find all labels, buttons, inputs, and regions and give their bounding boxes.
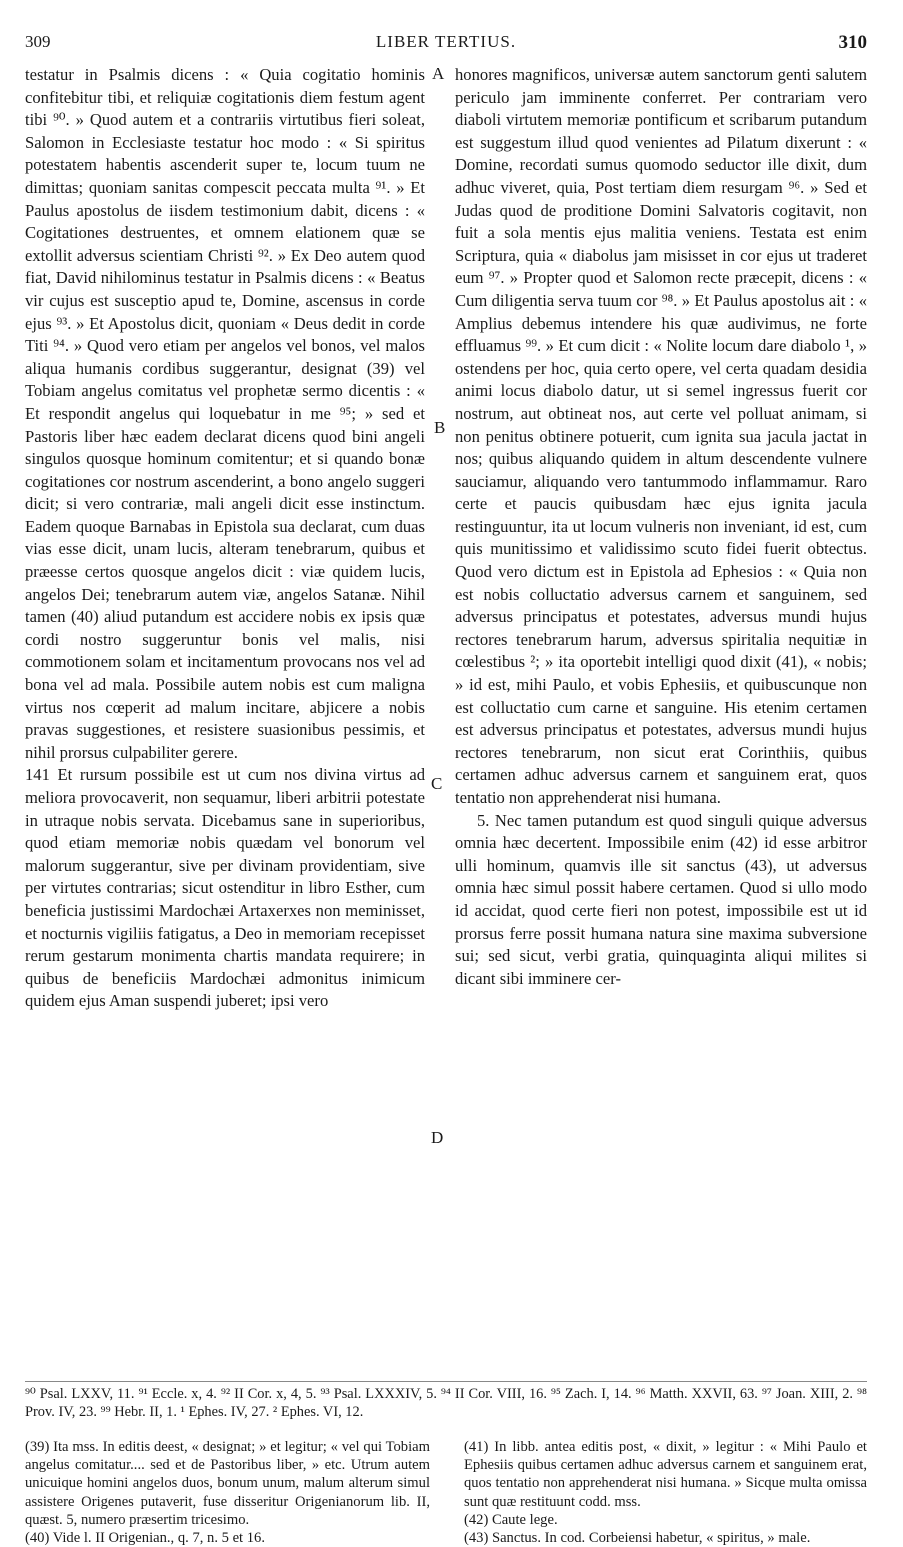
margin-marker-b: B bbox=[434, 418, 446, 437]
scripture-references bbox=[25, 1386, 867, 1422]
right-page-number: 310 bbox=[838, 32, 867, 53]
editor-notes-right bbox=[464, 1438, 867, 1547]
note-41: (41) In libb. antea editis post, « dixit, » legitur : « Mihi Paulo et Ephesiis quibus certamen adhuc adversus carnem et sanguinem erat, quos tentatio non apprehenderat nisi humana. » Sicque multa omissa sunt quæ restituunt codd. mss. bbox=[464, 1439, 867, 1510]
note-40: (40) Vide l. II Origenian., q. 7, n. 5 et 16. bbox=[25, 1530, 266, 1547]
running-header bbox=[25, 32, 867, 58]
note-43: (43) Sanctus. In cod. Corbeiensi habetur, « spiritus, » male. bbox=[464, 1530, 811, 1547]
note-42: (42) Caute lege. bbox=[464, 1511, 558, 1528]
running-title: LIBER TERTIUS. bbox=[375, 32, 517, 51]
note-39: (39) Ita mss. In editis deest, « designat; » et legitur; « vel qui Tobiam angelus comitatur.... sed et de Pastoribus liber, » etc. Utrum autem unicuique homini angelos duos, bonum unum, malum alterum simul assistere Origenes putaverit, fuse disseritur Origenianorum lib. II, quæst. 5, numero præsertim tricesimo. bbox=[25, 1439, 430, 1528]
left-text-column bbox=[25, 64, 425, 1013]
left-paragraph-2: 141 Et rursum possibile est ut cum nos divina virtus ad meliora provocaverit, non sequamur, liberi arbitrii potestate in utraque nobis servata. Dicebamus sane in superioribus, quod etiam memoriæ nobis quædam vel bonorum vel malorum suggerantur, sive per divinam providentiam, sive per virtutes contrarias; sicut ostenditur in libro Esther, cum beneficia justissimi Mardochæi Artaxerxes non meminisset, et nocturnis vigiliis fatigatus, a Deo in memoriam recepisset rerum gestarum monimenta chartis mandata requirere; in quibus de beneficiis Mardochæi admonitus inimicum quidem ejus Aman suspendi juberet; ipsi vero bbox=[25, 765, 425, 1011]
editor-notes-left bbox=[25, 1438, 430, 1547]
right-paragraph-1: honores magnificos, universæ autem sanctorum genti salutem periculo jam imminente conferret. Per contrariam vero diaboli virtutem memoriæ pontificum et scribarum putandum est suggestum illud quod venientes ad Pilatum dixerunt : « Domine, recordati sumus quomodo seductor ille dixit, dum adhuc viveret, quia, Post tertiam diem resurgam ⁹⁶. » Sed et Judas quod de proditione Domini Salvatoris cogitavit, non fuit a sola mentis ejus malitia veniens. Testata est enim Scriptura, quia « diabolus jam misisset in cor ejus ut traderet eum ⁹⁷. » Propter quod et Salomon recte præcepit, dicens : « Cum diligentia serva tuum cor ⁹⁸. » Et Paulus apostolus ait : « Amplius debemus intendere his quæ audivimus, ne forte effluamus ⁹⁹. » Et cum dicit : « Nolite locum dare diabolo ¹, » ostendens per hoc, quia certo opere, vel certa quadam desidia animi locus diabolo datur, ut si semel ingressus fuerit cor nostrum, aut obtineat nos, aut certe vel polluat animam, si non penitus obtinere potuerit, cum ignita sua jacula jactat in nos; quibus aliquando quidem in altum descendente vulnere sauciamur, aliquando vero tantummodo inflammamur. Raro certe et paucis quibusdam hæc ejus ignita jacula restinguuntur, ita ut locum vulneris non inveniant, id est, cum quis munitissimo et validissimo scuto fidei fuerit obtectus. Quod vero dictum est in Epistola ad Ephesios : « Quia non est nobis colluctatio adversus carnem et sanguinem, sed adversus principatus et potestates, adversus mundi hujus rectores tenebrarum harum, adversus spiritalia nequitiæ in cœlestibus ²; » ita oportebit intelligi quod dixit (41), « nobis; » id est, mihi Paulo, et vobis Ephesiis, et quibuscunque non est colluctatio cum carne et sanguine. His etenim certamen est adversus principatus et potestates, adversus mundi hujus rectores tenebrarum, non sicut erat Corinthiis, quibus certamen adhuc adversus carnem et sanguinem erat, quos tentatio non apprehenderat nisi humana. bbox=[455, 65, 867, 807]
margin-marker-c: C bbox=[431, 774, 443, 793]
right-text-column bbox=[455, 64, 867, 990]
footnote-divider bbox=[25, 1381, 867, 1382]
scripture-reference-list: ⁹⁰ Psal. LXXV, 11. ⁹¹ Eccle. x, 4. ⁹² II Cor. x, 4, 5. ⁹³ Psal. LXXXIV, 5. ⁹⁴ II Cor. VIII, 16. ⁹⁵ Zach. I, 14. ⁹⁶ Matth. XXVII, 63. ⁹⁷ Joan. XIII, 2. ⁹⁸ Prov. IV, 23. ⁹⁹ Hebr. II, 1. ¹ Ephes. IV, 27. ² Ephes. VI, 12. bbox=[25, 1386, 867, 1420]
left-paragraph-1: testatur in Psalmis dicens : « Quia cogitatio hominis confitebitur tibi, et reliquiæ cogitationis diem festum agent tibi ⁹⁰. » Quod autem et a contrariis virtutibus fieri soleat, Salomon in Ecclesiaste testatur hoc modo : « Si spiritus potestatem habentis ascenderit super te, locum tuum ne dimittas; quoniam sanitas compescit peccata multa ⁹¹. » Et Paulus apostolus de iisdem testimonium dabit, dicens : « Cogitationes destruentes, et omnem elationem quæ se extollit adversus scientiam Christi ⁹². » Ex Deo autem quod fiat, David nihilominus testatur in Psalmis dicens : « Beatus vir cujus est susceptio apud te, Domine, ascensus in corde ejus ⁹³. » Et Apostolus dicit, quoniam « Deus dedit in corde Titi ⁹⁴. » Quod vero etiam per angelos vel bonos, vel malos aliqua humanis cordibus suggerantur, designat (39) vel Tobiam angelus comitatus vel prophetæ sermo dicentis : « Et respondit angelus qui loquebatur in me ⁹⁵; » sed et Pastoris liber hæc eadem declarat dicens quod bini angeli singulos quosque hominum comitentur; et si quando bonæ cogitationes cor nostrum ascenderint, a bono angelo suggeri dicit; si vero contrariæ, mali angeli dicit esse instinctum. Eadem quoque Barnabas in Epistola sua declarat, cum duas vias esse dicit, unam lucis, alteram tenebrarum, quibus et præesse certos quosque angelos dicit : viæ quidem lucis, angelos Dei; tenebrarum autem viæ, angelos Satanæ. Nihil tamen (40) aliud putandum est accidere nobis ex ipsis quæ cordi nostro suggeruntur bonis vel malis, nisi commotionem solam et incitamentum provocans nos vel ad bona vel ad mala. Possibile autem nobis est cum maligna virtus nos cœperit ad malum incitare, abjicere a nobis pravas suggestiones, et resistere suasionibus pessimis, et nihil prorsus culpabiliter gerere. bbox=[25, 65, 425, 762]
left-page-number: 309 bbox=[25, 32, 51, 51]
right-paragraph-2: 5. Nec tamen putandum est quod singuli quique adversus omnia hæc decertent. Impossibile enim (42) id esse arbitror ulli hominum, quamvis ille sit sanctus (43), ut adversus omnia hæc simul possit habere certamen. Quod si ullo modo id accidat, quod certe fieri non potest, impossibile est ut id prorsus ferre possit humana natura sine maxima subversione sui; sed sicut, verbi gratia, quinquaginta aliqui milites si dicant sibi imminere cer- bbox=[455, 810, 867, 988]
margin-marker-d: D bbox=[431, 1128, 444, 1147]
margin-marker-a: A bbox=[432, 64, 445, 83]
